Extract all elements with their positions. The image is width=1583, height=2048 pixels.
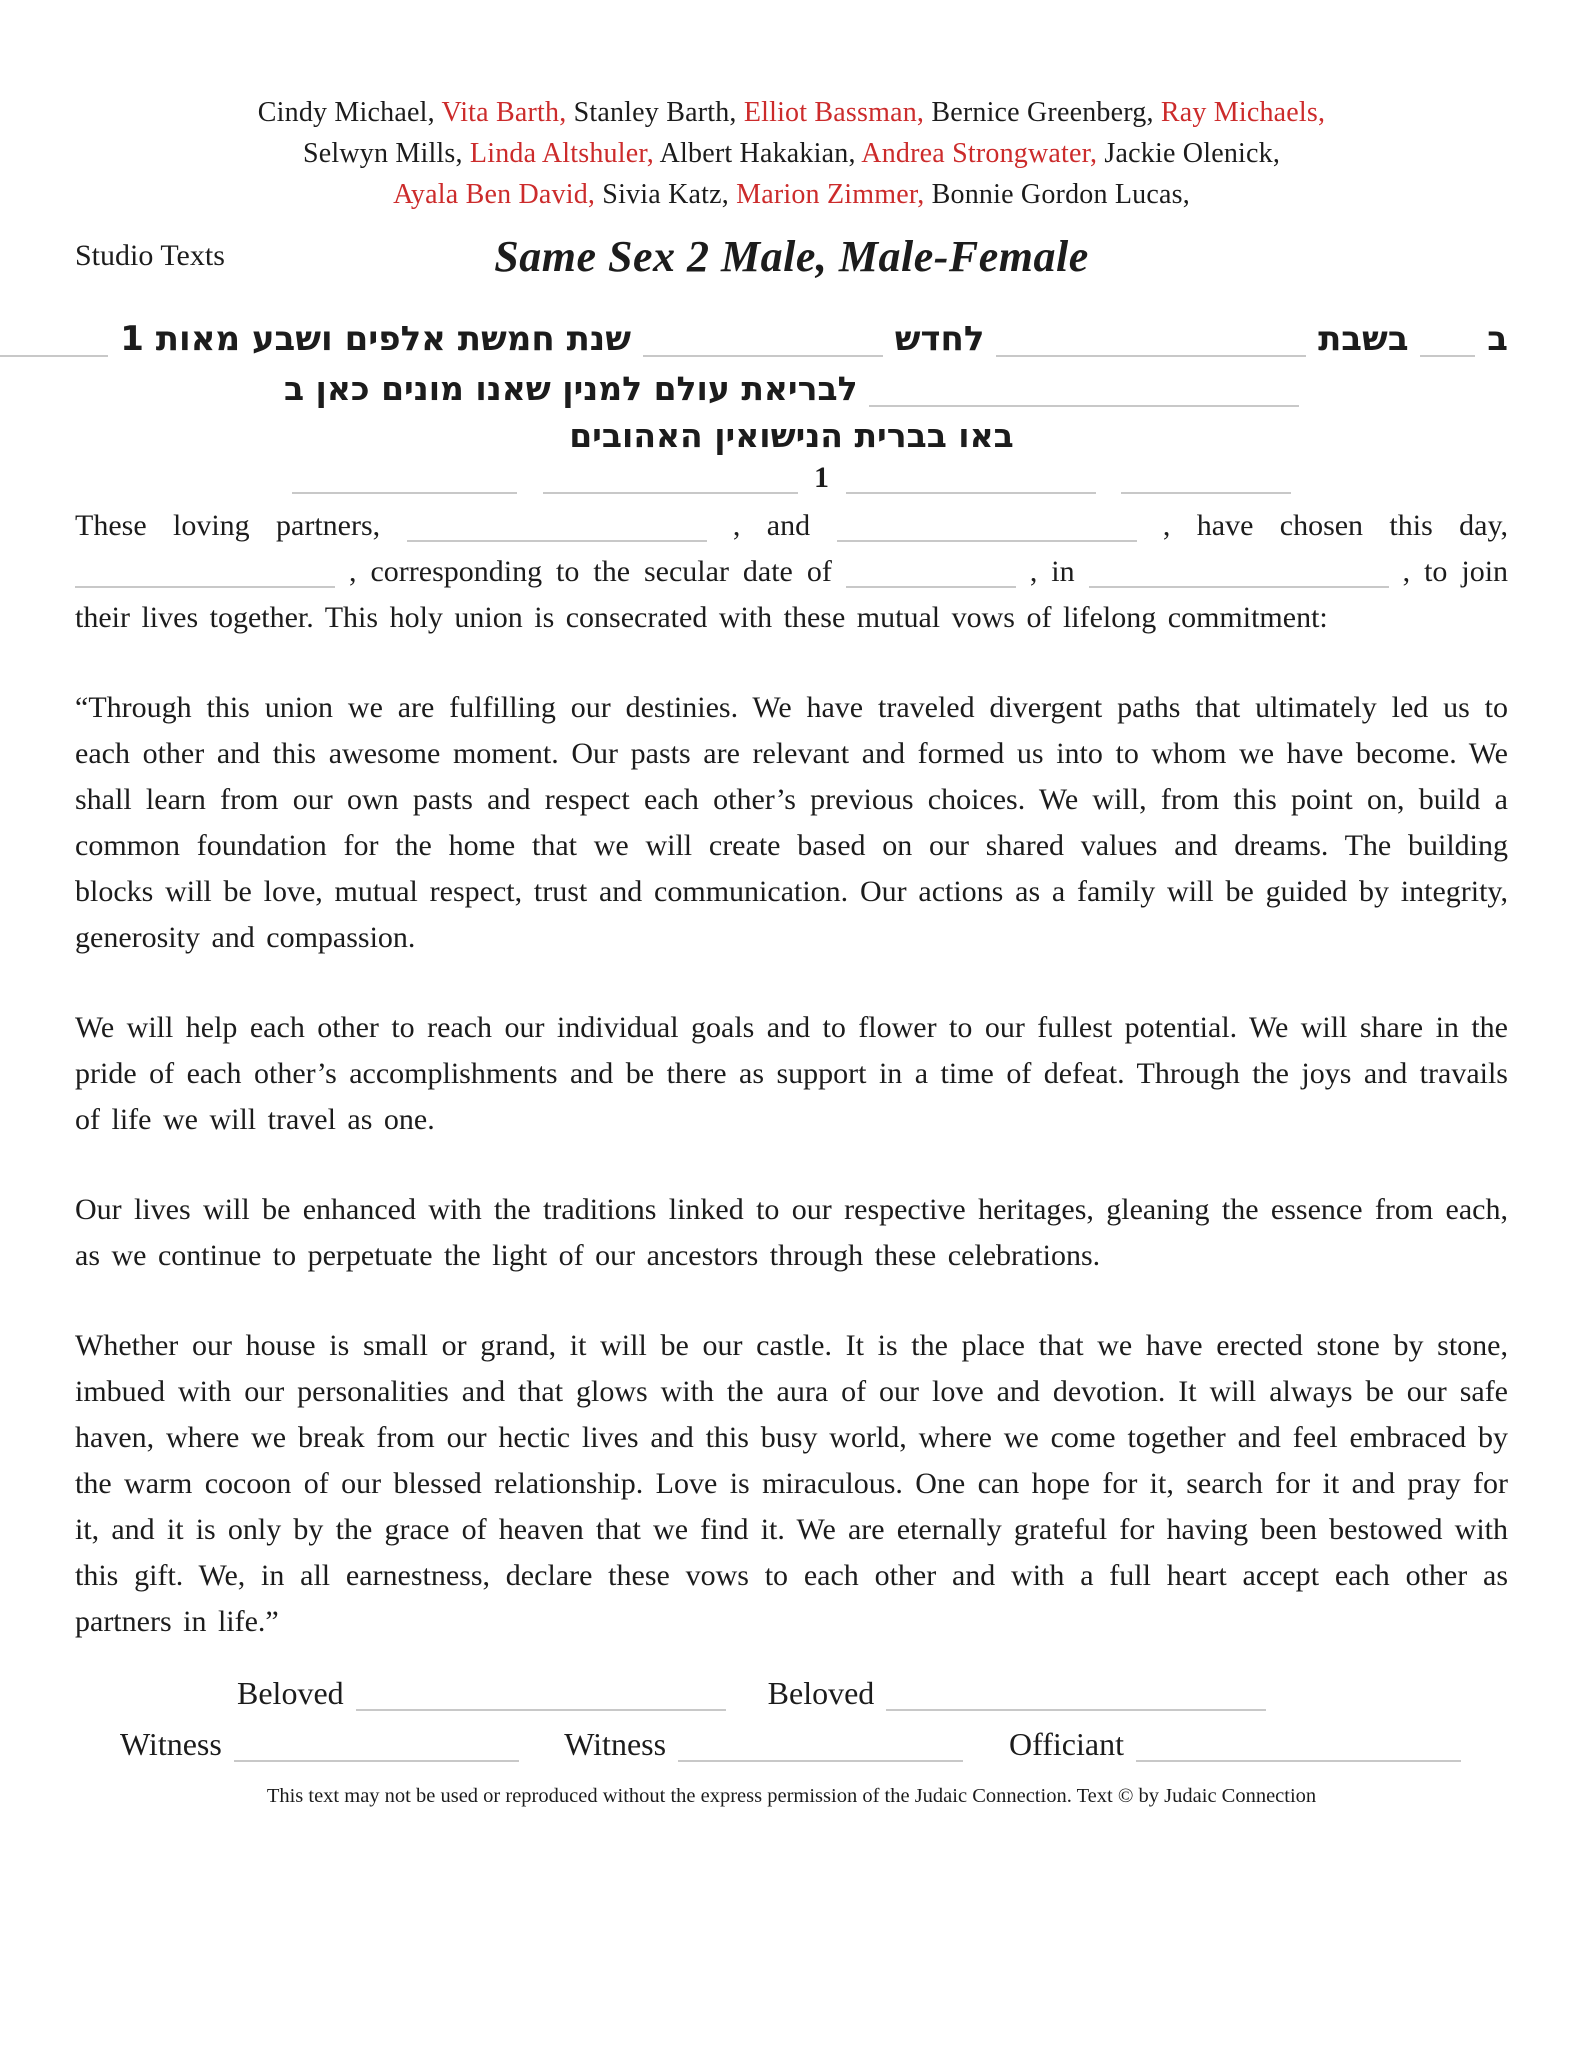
intro-text-1: These loving partners, <box>75 509 381 542</box>
witness-two-label: Witness <box>564 1726 667 1762</box>
hebrew-creation-line <box>75 369 1508 408</box>
artist-names-block <box>75 92 1508 215</box>
partner-one-name-blank[interactable] <box>407 510 707 542</box>
partner-two-name-blank[interactable] <box>837 510 1137 542</box>
artist-name-highlighted: Ray Michaels, <box>1160 97 1326 128</box>
hebrew-year-phrase: שנת חמשת אלפים ושבע מאות 1 <box>120 319 631 359</box>
hebrew-date-fill-blank[interactable] <box>75 556 335 588</box>
witness-signature-row <box>75 1726 1508 1763</box>
artist-names-text: Bonnie Gordon Lucas, <box>924 179 1190 210</box>
officiant-signature-blank[interactable] <box>1136 1728 1461 1762</box>
beloved-one-signature-blank[interactable] <box>356 1677 726 1711</box>
intro-text-3: , have chosen this day, <box>1162 509 1509 542</box>
artist-name-highlighted: Elliot Bassman, <box>743 97 925 128</box>
hebrew-name-blank-3[interactable] <box>846 462 1096 494</box>
beloved-one-label: Beloved <box>237 1675 344 1711</box>
hebrew-covenant-text: באו בברית הנישואין האהובים <box>569 416 1014 455</box>
beloved-two-label: Beloved <box>767 1675 875 1711</box>
hebrew-name-blank-4[interactable] <box>1121 462 1291 494</box>
artist-name-highlighted: Vita Barth, <box>441 97 567 128</box>
witness-one-label: Witness <box>120 1726 222 1762</box>
artist-name-highlighted: Ayala Ben David, <box>393 179 596 210</box>
vow-paragraph-3: Our lives will be enhanced with the traditions linked to our respective heritages, gleaning the essence from each, as we continue to perpetuate the light of our ancestors through these celebrations. <box>75 1193 1508 1272</box>
hebrew-line4-mark: 1 <box>814 461 829 494</box>
copyright-notice: This text may not be used or reproduced without the express permission of the Judaic Connection. Text © by Judaic Connection <box>266 1785 1317 1807</box>
artist-names-text: Albert Hakakian, <box>653 138 862 169</box>
studio-texts-label: Studio Texts <box>75 239 225 272</box>
intro-paragraph <box>75 503 1508 641</box>
hebrew-date-line <box>75 319 1508 359</box>
hebrew-day-blank[interactable] <box>1420 321 1475 357</box>
artist-names-text: Stanley Barth, <box>566 97 744 128</box>
witness-two-signature-blank[interactable] <box>678 1728 963 1762</box>
artist-names-text: Sivia Katz, <box>595 179 737 210</box>
hebrew-word-b: ב <box>1487 319 1508 359</box>
hebrew-names-line <box>75 461 1508 495</box>
artist-names-text: Bernice Greenberg, <box>924 97 1161 128</box>
hebrew-year-blank[interactable] <box>0 321 108 357</box>
hebrew-word-lachodesh: לחדש <box>894 319 985 359</box>
vow-paragraph-1: “Through this union we are fulfilling our destinies. We have traveled divergent paths that ultimately led us to each other and this awesome moment. Our pasts are relevant and formed us into to whom we have become. We shall learn from our own pasts and respect each other’s previous choices. We will, from this point on, build a common foundation for the home that we will create based on our shared values and dreams. The building blocks will be love, mutual respect, trust and communication. Our actions as a family will be guided by integrity, generosity and compassion. <box>75 691 1508 954</box>
intro-text-6: , to join their lives together. This holy union is consecrated with these mutual vows of lifelong commitment: <box>75 555 1509 634</box>
artist-names-line <box>75 133 1508 174</box>
hebrew-weekday-blank[interactable] <box>996 321 1306 357</box>
hebrew-creation-text: לבריאת עולם למנין שאנו מונים כאן ב <box>283 369 858 408</box>
artist-name-highlighted: Linda Altshuler, <box>469 138 654 169</box>
artist-names-text: Cindy Michael, <box>257 97 442 128</box>
witness-one-signature-blank[interactable] <box>234 1728 519 1762</box>
artist-names-line <box>75 92 1508 133</box>
artist-names-text: Jackie Olenick, <box>1097 138 1281 169</box>
hebrew-month-blank[interactable] <box>643 321 883 357</box>
artist-name-highlighted: Marion Zimmer, <box>736 179 925 210</box>
vow-paragraph-4: Whether our house is small or grand, it will be our castle. It is the place that we have erected stone by stone, imbued with our personalities and that glows with the aura of our love and devotion. It will always be our safe haven, where we break from our hectic lives and this busy world, where we come together and feel embraced by the warm cocoon of our blessed relationship. Love is miraculous. One can hope for it, search for it and pray for it, and it is only by the grace of heaven that we find it. We are eternally grateful for having been bestowed with this gift. We, in all earnestness, declare these vows to each other and with a full heart accept each other as partners in life.” <box>75 1329 1508 1638</box>
artist-name-highlighted: Andrea Strongwater, <box>861 138 1098 169</box>
hebrew-section <box>75 319 1508 495</box>
beloved-signature-row <box>75 1675 1508 1712</box>
vow-paragraph-2: We will help each other to reach our individual goals and to flower to our fullest potential. We will share in the pride of each other’s accomplishments and be there as support in a time of defeat. Through the joys and travails of life we will travel as one. <box>75 1011 1508 1136</box>
beloved-two-signature-blank[interactable] <box>886 1677 1266 1711</box>
artist-names-line <box>75 174 1508 215</box>
intro-text-2: , and <box>732 509 811 542</box>
hebrew-name-blank-1[interactable] <box>292 462 517 494</box>
document-title: Same Sex 2 Male, Male-Female <box>494 232 1089 281</box>
hebrew-creation-blank[interactable] <box>869 372 1299 407</box>
artist-names-text: Selwyn Mills, <box>302 138 470 169</box>
intro-text-5: , in <box>1029 555 1075 588</box>
hebrew-covenant-line <box>75 416 1508 455</box>
intro-text-4: , corresponding to the secular date of <box>348 555 832 588</box>
title-row <box>75 231 1508 293</box>
officiant-label: Officiant <box>1009 1726 1124 1762</box>
hebrew-word-beshabbat: בשבת <box>1318 319 1409 359</box>
location-blank[interactable] <box>1089 556 1389 588</box>
secular-date-blank[interactable] <box>846 556 1016 588</box>
hebrew-name-blank-2[interactable] <box>543 462 798 494</box>
